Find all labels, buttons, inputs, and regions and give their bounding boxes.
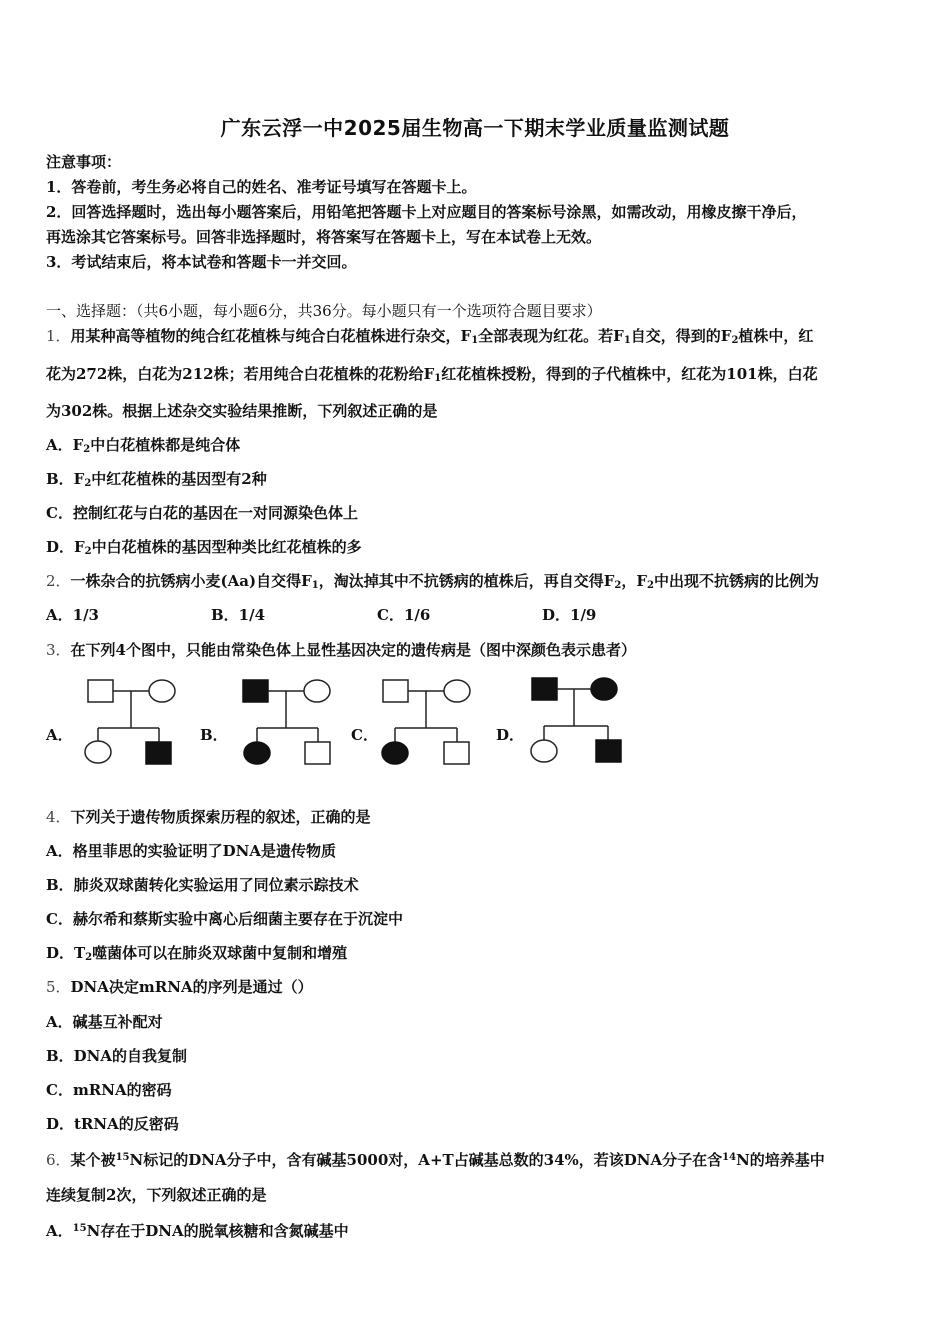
subscript: 2 (84, 546, 92, 557)
text: ，F (621, 572, 647, 590)
son-affected (146, 742, 171, 764)
question-1-line-2 (46, 364, 818, 389)
question-number: 6． (46, 1151, 71, 1169)
option-d (46, 943, 347, 968)
pedigree-d (528, 676, 628, 772)
text: 中白花植株的基因型种类比红花植株的多 (91, 538, 362, 556)
notice-item: 1．答卷前，考生务必将自己的姓名、准考证号填写在答题卡上。 (46, 178, 477, 196)
superscript: 14 (722, 1152, 737, 1163)
daughter-affected (382, 742, 408, 764)
question-number: 3． (46, 641, 71, 659)
question-number: 1． (46, 327, 71, 345)
question-6-line-1 (46, 1148, 825, 1170)
pedigree-b (237, 676, 337, 772)
text: 红花植株授粉，得到的子代植株中，红花为101株，白花 (441, 365, 818, 383)
subscript: 1 (311, 580, 319, 591)
notice-item: 再选涂其它答案标号。回答非选择题时，将答案写在答题卡上，写在本试卷上无效。 (46, 228, 602, 246)
question-5 (46, 977, 313, 997)
text: 全部表现为红花。若F (478, 327, 624, 345)
father-unaffected (383, 680, 408, 702)
notice-item: 2．回答选择题时，选出每小题答案后，用铅笔把答题卡上对应题目的答案标号涂黑，如需改动，用橡皮擦干净后， (46, 203, 807, 221)
mother-unaffected (149, 680, 175, 702)
subscript: 2 (614, 580, 622, 591)
text: N标记的DNA分子中，含有碱基5000对，A+T占碱基总数的34%，若该DNA分子在含 (129, 1151, 723, 1169)
question-1-line-1 (46, 326, 813, 351)
option-d: D．1/9 (542, 606, 597, 624)
pedigree-label-b: B． (200, 726, 228, 744)
text: 某个被 (70, 1151, 116, 1169)
subscript: 2 (647, 580, 654, 591)
question-number: 2． (46, 572, 71, 590)
son-affected (596, 740, 621, 762)
text: 中红花植株的基因型有2种 (91, 470, 267, 488)
option-a (46, 1219, 349, 1241)
pedigree-c (377, 676, 477, 772)
option-c: C．控制红花与白花的基因在一对同源染色体上 (46, 504, 358, 522)
text: 植株中，红 (738, 327, 814, 345)
superscript: 15 (72, 1223, 87, 1234)
option-b: B．DNA的自我复制 (46, 1047, 188, 1065)
notice-heading: 注意事项： (46, 153, 122, 171)
text: 下列关于遗传物质探索历程的叙述，正确的是 (70, 808, 371, 826)
option-c: C．1/6 (377, 606, 431, 624)
subscript: 2 (84, 478, 92, 489)
subscript: 1 (434, 373, 442, 384)
father-affected (532, 678, 557, 700)
question-number: 4． (46, 808, 71, 826)
son-unaffected (305, 742, 330, 764)
superscript: 15 (115, 1152, 130, 1163)
option-a: A．1/3 (46, 606, 99, 624)
pedigree-label-c: C． (351, 726, 378, 744)
daughter-unaffected (85, 741, 111, 763)
father-affected (243, 680, 268, 702)
option-c: C．赫尔希和蔡斯实验中离心后细菌主要存在于沉淀中 (46, 910, 403, 928)
father-unaffected (88, 680, 113, 702)
text: 噬菌体可以在肺炎双球菌中复制和增殖 (92, 944, 348, 962)
question-6-line-2: 连续复制2次，下列叙述正确的是 (46, 1186, 267, 1204)
text: D．F (46, 538, 85, 556)
text: 花为272株，白花为212株；若用纯合白花植株的花粉给F (46, 365, 435, 383)
question-number: 5． (46, 978, 71, 996)
text: A．F (46, 436, 84, 454)
text: 自交，得到的F (630, 327, 732, 345)
question-1-line-3: 为302株。根据上述杂交实验结果推断，下列叙述正确的是 (46, 402, 438, 420)
text: ，淘汰掉其中不抗锈病的植株后，再自交得F (318, 572, 615, 590)
section-heading: 一、选择题：（共6小题，每小题6分，共36分。每小题只有一个选项符合题目要求） (46, 302, 602, 320)
option-b: B．1/4 (211, 606, 266, 624)
question-4 (46, 807, 371, 827)
page-title: 广东云浮一中2025届生物高一下期末学业质量监测试题 (220, 116, 730, 140)
option-a: A．碱基互补配对 (46, 1013, 163, 1031)
notice-item: 3．考试结束后，将本试卷和答题卡一并交回。 (46, 253, 357, 271)
pedigree-a (82, 676, 182, 772)
text: 在下列4个图中，只能由常染色体上显性基因决定的遗传病是（图中深颜色表示患者） (70, 641, 636, 659)
text: 中白花植株都是纯合体 (90, 436, 241, 454)
pedigree-label-d: D． (496, 726, 525, 744)
daughter-affected (244, 742, 270, 764)
text: B．F (46, 470, 85, 488)
text: A． (46, 1222, 73, 1240)
subscript: 1 (623, 335, 631, 346)
subscript: 2 (731, 335, 739, 346)
text: 用某种高等植物的纯合红花植株与纯合白花植株进行杂交，F (70, 327, 472, 345)
question-3 (46, 640, 636, 660)
subscript: 2 (85, 952, 93, 963)
option-a (46, 435, 240, 460)
text: N存在于DNA的脱氧核糖和含氮碱基中 (86, 1222, 349, 1240)
text: 一株杂合的抗锈病小麦(Aa)自交得F (70, 572, 312, 590)
subscript: 1 (471, 335, 479, 346)
option-a: A．格里菲思的实验证明了DNA是遗传物质 (46, 842, 336, 860)
option-b (46, 469, 267, 494)
son-unaffected (444, 742, 469, 764)
text: D．T (46, 944, 86, 962)
option-c: C．mRNA的密码 (46, 1081, 172, 1099)
subscript: 2 (83, 444, 91, 455)
option-d: D．tRNA的反密码 (46, 1115, 179, 1133)
option-d (46, 537, 362, 562)
pedigree-label-a: A． (46, 726, 73, 744)
text: 中出现不抗锈病的比例为 (653, 572, 819, 590)
mother-unaffected (444, 680, 470, 702)
text: DNA决定mRNA的序列是通过（） (70, 978, 313, 996)
mother-unaffected (304, 680, 330, 702)
question-2 (46, 571, 819, 596)
mother-affected (591, 678, 617, 700)
text: N的培养基中 (736, 1151, 825, 1169)
option-b: B．肺炎双球菌转化实验运用了同位素示踪技术 (46, 876, 359, 894)
daughter-unaffected (531, 740, 557, 762)
